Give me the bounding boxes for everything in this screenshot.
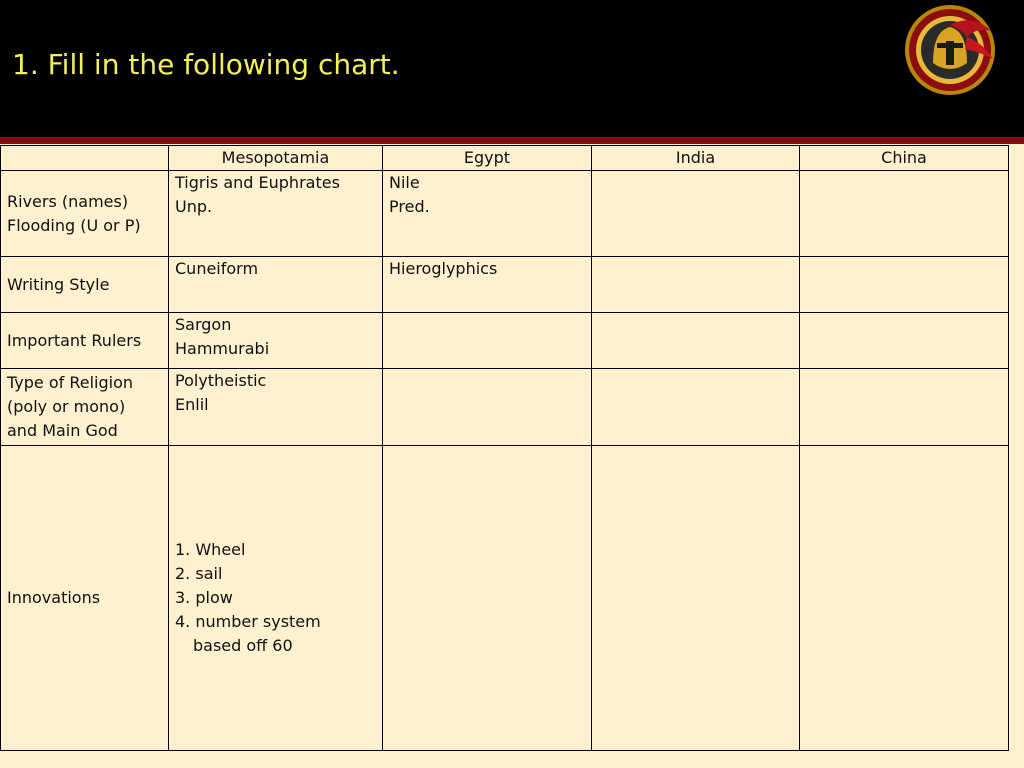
row-label-line: Flooding (U or P) xyxy=(7,215,141,235)
cell-india-religion[interactable] xyxy=(592,369,800,446)
cell-china-rivers[interactable] xyxy=(800,171,1009,257)
cell-egypt-rulers[interactable] xyxy=(383,313,592,369)
cell-mesopotamia-rulers[interactable] xyxy=(169,313,383,369)
cell-line: Sargon xyxy=(175,315,232,334)
cell-line: Nile xyxy=(389,173,420,192)
cell-india-rulers[interactable] xyxy=(592,313,800,369)
row-label-line: and Main God xyxy=(7,421,118,440)
cell-china-innovations[interactable] xyxy=(800,446,1009,751)
cell-line: 1. Wheel xyxy=(175,540,246,559)
cell-line: Pred. xyxy=(389,197,430,216)
cell-line: Polytheistic xyxy=(175,371,267,390)
cell-line: Tigris and Euphrates xyxy=(175,173,340,192)
row-label-line: Writing Style xyxy=(7,274,110,294)
civilizations-chart xyxy=(0,145,1009,751)
table-row xyxy=(1,171,1009,257)
row-label-rivers xyxy=(1,171,169,257)
column-header-egypt: Egypt xyxy=(383,146,592,171)
slide-title: 1. Fill in the following chart. xyxy=(12,48,400,81)
cell-egypt-religion[interactable] xyxy=(383,369,592,446)
table-row xyxy=(1,313,1009,369)
row-label-line: Important Rulers xyxy=(7,330,142,350)
row-label-line: Type of Religion xyxy=(7,373,134,392)
cell-line: 2. sail xyxy=(175,564,223,583)
cell-line: Unp. xyxy=(175,197,213,216)
row-label-line: Innovations xyxy=(7,588,101,607)
header-row xyxy=(1,146,1009,171)
table-row xyxy=(1,369,1009,446)
cell-line: based off 60 xyxy=(193,636,293,655)
row-label-religion xyxy=(1,369,169,446)
cell-india-innovations[interactable] xyxy=(592,446,800,751)
table-row xyxy=(1,257,1009,313)
row-label-line: (poly or mono) xyxy=(7,397,126,416)
header-accent-rule xyxy=(0,137,1024,144)
cell-line: Hammurabi xyxy=(175,339,270,358)
cell-china-rulers[interactable] xyxy=(800,313,1009,369)
cell-egypt-innovations[interactable] xyxy=(383,446,592,751)
cell-mesopotamia-religion[interactable] xyxy=(169,369,383,446)
cell-mesopotamia-innovations[interactable] xyxy=(169,446,383,751)
cell-mesopotamia-writing[interactable] xyxy=(169,257,383,313)
cell-line: 3. plow xyxy=(175,588,233,607)
cell-china-religion[interactable] xyxy=(800,369,1009,446)
cell-egypt-writing[interactable] xyxy=(383,257,592,313)
column-header-mesopotamia: Mesopotamia xyxy=(169,146,383,171)
cell-china-writing[interactable] xyxy=(800,257,1009,313)
column-header-india: India xyxy=(592,146,800,171)
cell-line: Cuneiform xyxy=(175,259,259,278)
cell-line: 4. number system xyxy=(175,612,321,631)
cell-line: Enlil xyxy=(175,395,209,414)
row-label-writing xyxy=(1,257,169,313)
cell-egypt-rivers[interactable] xyxy=(383,171,592,257)
column-header-china: China xyxy=(800,146,1009,171)
cell-india-writing[interactable] xyxy=(592,257,800,313)
table-row xyxy=(1,446,1009,751)
spartan-helmet-logo xyxy=(903,3,997,97)
cell-mesopotamia-rivers[interactable] xyxy=(169,171,383,257)
cell-line: Hieroglyphics xyxy=(389,259,498,278)
row-label-innovations xyxy=(1,446,169,751)
cell-india-rivers[interactable] xyxy=(592,171,800,257)
slide-header xyxy=(0,0,1024,137)
row-label-line: Rivers (names) xyxy=(7,191,129,211)
row-label-rulers xyxy=(1,313,169,369)
corner-cell xyxy=(1,146,169,171)
